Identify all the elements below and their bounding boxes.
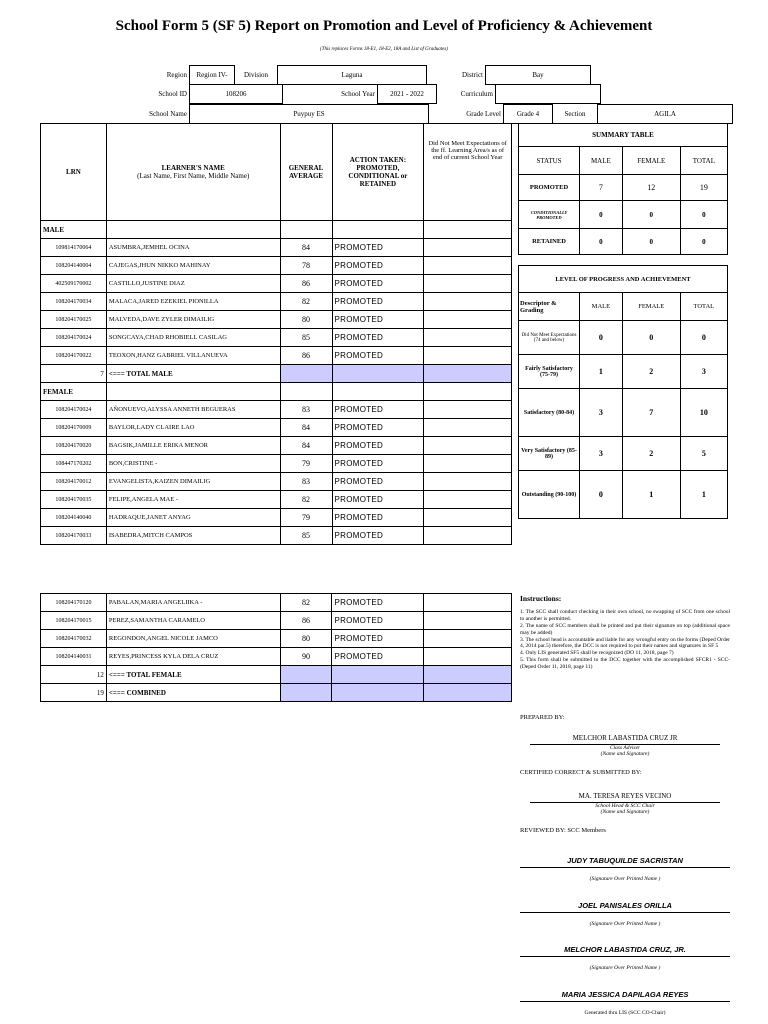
learner-average: 85 [280, 527, 332, 545]
instruction-item: 4. Only LIS generated SF5 shall be recognized (DO 11, 2018, page 7) [520, 650, 674, 657]
member-caption: (Signature Over Printed Name ) [589, 921, 661, 927]
learner-name: EVANGELISTA,KAIZEN DIMAILIG [106, 473, 280, 491]
summary-female: 12 [622, 175, 680, 201]
school-name-label: School Name [149, 110, 187, 118]
grade-level-value: Grade 4 [504, 105, 553, 124]
learner-dnme [424, 612, 512, 630]
level-row [519, 321, 728, 355]
level-col-female: FEMALE [622, 293, 680, 321]
learner-name: MALVEDA,DAVE ZYLER DIMAILIG [106, 311, 280, 329]
learner-row [41, 401, 512, 419]
school-name-value: Puypuy ES [190, 105, 429, 124]
learner-dnme [424, 293, 512, 311]
total-female-label: <=== TOTAL FEMALE [106, 666, 280, 684]
level-male: 3 [580, 389, 623, 437]
section-label: Section [564, 110, 586, 118]
level-total: 1 [680, 471, 727, 519]
learner-average: 80 [280, 630, 332, 648]
school-id-label: School ID [158, 90, 187, 98]
region-value: Region IV- [190, 66, 235, 85]
level-female: 7 [622, 389, 680, 437]
learner-dnme [424, 419, 512, 437]
region-label: Region [166, 71, 187, 79]
learner-action: PROMOTED [332, 239, 424, 257]
division-value: Laguna [278, 66, 427, 85]
learner-row [41, 630, 512, 648]
learner-average: 83 [280, 473, 332, 491]
instruction-item: 3. The school head is accountable and liable for any wrongful entry on the forms (Deped Order 4, 2014 par.5) therefore, the DCC is not required to put their names and signatures in SF 5 [520, 636, 730, 650]
learner-average: 90 [280, 648, 332, 666]
level-col-male: MALE [580, 293, 623, 321]
learner-row [41, 293, 512, 311]
learner-name: REGONDON,ANGEL NICOLE JAMCO [106, 630, 280, 648]
learner-dnme [424, 239, 512, 257]
summary-female: 0 [622, 229, 680, 255]
level-title: LEVEL OF PROGRESS AND ACHIEVEMENT [519, 266, 728, 293]
col-action: ACTION TAKEN: PROMOTED, CONDITIONAL or RETAINED [332, 124, 424, 221]
learner-lrn: 108204170024 [41, 329, 107, 347]
level-row [519, 471, 728, 519]
learner-row [41, 311, 512, 329]
learner-action: PROMOTED [332, 275, 424, 293]
learner-lrn: 108204170009 [41, 419, 107, 437]
learner-row [41, 473, 512, 491]
learner-action: PROMOTED [332, 527, 424, 545]
summary-col-total: TOTAL [680, 147, 727, 175]
learner-row [41, 437, 512, 455]
level-total: 3 [680, 355, 727, 389]
level-table [518, 265, 728, 519]
level-descriptor: Very Satisfactory (85-89) [519, 437, 580, 471]
learner-row [41, 491, 512, 509]
learner-average: 85 [280, 329, 332, 347]
adviser-role: Class Adviser [609, 745, 641, 751]
learner-lrn: 109814170064 [41, 239, 107, 257]
learner-dnme [424, 473, 512, 491]
total-male-count: 7 [41, 365, 107, 383]
learner-dnme [424, 509, 512, 527]
learner-action: PROMOTED [332, 329, 424, 347]
level-descriptor: Fairly Satisfactory (75-79) [519, 355, 580, 389]
learner-average: 82 [280, 293, 332, 311]
adviser-name-sig: (Name and Signature) [600, 751, 650, 757]
section-value: AGILA [598, 105, 733, 124]
learner-average: 86 [280, 612, 332, 630]
summary-status: RETAINED [519, 229, 580, 255]
learner-lrn: 108204140004 [41, 257, 107, 275]
learner-action: PROMOTED [332, 594, 424, 612]
district-label: District [462, 71, 483, 79]
level-total: 0 [680, 321, 727, 355]
learner-row [41, 257, 512, 275]
learner-name: FELIPE,ANGELA MAE - [106, 491, 280, 509]
learner-name: AÑONUEVO,ALYSSA ANNETH BEGUERAS [106, 401, 280, 419]
reviewed-label: REVIEWED BY: SCC Members [520, 827, 606, 834]
learner-action: PROMOTED [332, 630, 424, 648]
total-male-label: <=== TOTAL MALE [106, 365, 280, 383]
level-male: 3 [580, 437, 623, 471]
learner-name: TEOXON,HANZ GABRIEL VILLANUEVA [106, 347, 280, 365]
learner-action: PROMOTED [332, 419, 424, 437]
district-value: Bay [486, 66, 591, 85]
learner-name: PEREZ,SAMANTHA CARAMELO [106, 612, 280, 630]
level-female: 2 [622, 437, 680, 471]
learner-name: CASTILLO,JUSTINE DIAZ [106, 275, 280, 293]
level-descriptor: Did Not Meet Expectations (74 and below) [519, 321, 580, 355]
learner-name: HADRAQUE,JANET ANYAG [106, 509, 280, 527]
learner-lrn: 108204140040 [41, 509, 107, 527]
learner-lrn: 108204170024 [41, 401, 107, 419]
total-female-count: 12 [41, 666, 107, 684]
learner-dnme [424, 491, 512, 509]
member-name: MARIA JESSICA DAPILAGA REYES [520, 990, 730, 1002]
learner-dnme [424, 401, 512, 419]
school-year-value: 2021 - 2022 [378, 85, 437, 104]
col-lrn: LRN [41, 124, 107, 221]
learner-dnme [424, 329, 512, 347]
learner-row [41, 275, 512, 293]
member-signature [520, 901, 730, 927]
learner-average: 84 [280, 437, 332, 455]
learner-action: PROMOTED [332, 257, 424, 275]
learner-lrn: 108204170035 [41, 491, 107, 509]
page-title: School Form 5 (SF 5) Report on Promotion and Level of Proficiency & Achievement [115, 18, 653, 34]
col-dnme: Did Not Meet Expectations of the ff. Learning Area/s as of end of current School Year [424, 124, 512, 221]
learner-action: PROMOTED [332, 455, 424, 473]
learner-dnme [424, 437, 512, 455]
header-info-3 [60, 104, 733, 124]
learner-row [41, 455, 512, 473]
female-rows-continued [41, 594, 512, 666]
male-section-label: MALE [41, 221, 107, 239]
learner-action: PROMOTED [332, 347, 424, 365]
learner-dnme [424, 527, 512, 545]
member-caption: (Signature Over Printed Name ) [589, 965, 661, 971]
summary-status: CONDITIONALLY PROMOTED [519, 201, 580, 229]
learner-name: SONGCAYA,CHAD RHOBIELL CASILAG [106, 329, 280, 347]
learner-lrn: 108204170012 [41, 473, 107, 491]
summary-col-male: MALE [580, 147, 623, 175]
learner-dnme [424, 648, 512, 666]
learner-dnme [424, 630, 512, 648]
head-name: MA. TERESA REYES VECINO [530, 792, 720, 803]
grade-level-label: Grade Level [466, 110, 501, 118]
member-caption: (Signature Over Printed Name ) [589, 876, 661, 882]
learner-lrn: 108204170025 [41, 311, 107, 329]
learner-dnme [424, 455, 512, 473]
learner-lrn: 108204140031 [41, 648, 107, 666]
summary-male: 7 [580, 175, 623, 201]
instruction-item: 5. This form shall be submitted to the DCC together with the accomplished SFCR1 - SCC- (Deped Order 11, 2018, page 11) [520, 657, 730, 670]
summary-female: 0 [622, 201, 680, 229]
learner-average: 86 [280, 347, 332, 365]
learner-dnme [424, 311, 512, 329]
learner-action: PROMOTED [332, 293, 424, 311]
col-name: LEARNER'S NAME (Last Name, First Name, Middle Name) [106, 124, 280, 221]
learner-lrn: 108204170015 [41, 612, 107, 630]
learner-action: PROMOTED [332, 437, 424, 455]
learner-average: 84 [280, 419, 332, 437]
adviser-signature [520, 734, 730, 757]
learner-lrn: 108447170202 [41, 455, 107, 473]
learner-dnme [424, 275, 512, 293]
learner-lrn: 108204170032 [41, 630, 107, 648]
head-role: School Head & SCC Chair [595, 803, 655, 809]
member-signature [520, 856, 730, 882]
instructions [520, 594, 730, 671]
summary-col-female: FEMALE [622, 147, 680, 175]
level-descriptor: Outstanding (90-100) [519, 471, 580, 519]
level-row [519, 389, 728, 437]
summary-table [518, 123, 728, 255]
instructions-title: Instructions: [520, 594, 562, 603]
learner-action: PROMOTED [332, 491, 424, 509]
member-name: JOEL PANISALES ORILLA [520, 901, 730, 913]
learner-row [41, 648, 512, 666]
learner-name: BON,CRISTINE - [106, 455, 280, 473]
combined-count: 19 [41, 684, 107, 702]
learner-action: PROMOTED [332, 509, 424, 527]
level-total: 5 [680, 437, 727, 471]
member-name: JUDY TABUQUILDE SACRISTAN [520, 856, 730, 868]
summary-male: 0 [580, 201, 623, 229]
learner-name: ISABEDRA,MITCH CAMPOS [106, 527, 280, 545]
learner-name: ASUMBRA,JEMHEL OCINA [106, 239, 280, 257]
learner-average: 78 [280, 257, 332, 275]
learner-row [41, 612, 512, 630]
level-male: 0 [580, 471, 623, 519]
learner-name: MALACA,JARED EZEKIEL PIONILLA [106, 293, 280, 311]
level-female: 1 [622, 471, 680, 519]
learner-row [41, 347, 512, 365]
division-label: Division [243, 71, 269, 79]
learner-action: PROMOTED [332, 648, 424, 666]
head-signature [520, 792, 730, 815]
level-row [519, 355, 728, 389]
level-col-desc: Descriptor & Grading [519, 293, 580, 321]
curriculum-label: Curriculum [460, 90, 493, 98]
instruction-item: 1. The SCC shall conduct checking in their own school, no swapping of SCC from one school to another is permitted. [520, 609, 730, 622]
learner-dnme [424, 594, 512, 612]
learner-row [41, 239, 512, 257]
member-signature [520, 990, 730, 1016]
learner-lrn: 402509170002 [41, 275, 107, 293]
summary-total: 0 [680, 229, 727, 255]
summary-status: PROMOTED [519, 175, 580, 201]
learner-name: BAYLOR,LADY CLAIRE LAO [106, 419, 280, 437]
learner-lrn: 108204170022 [41, 347, 107, 365]
female-section-label: FEMALE [41, 383, 107, 401]
learner-name: REYES,PRINCESS KYLA DELA CRUZ [106, 648, 280, 666]
page-subtitle: (This replaces Forms 18-E1, 18-E2, 18A and List of Graduates) [320, 47, 448, 52]
learner-row [41, 419, 512, 437]
learner-average: 82 [280, 491, 332, 509]
level-female: 2 [622, 355, 680, 389]
level-female: 0 [622, 321, 680, 355]
combined-label: <=== COMBINED [106, 684, 280, 702]
learner-row [41, 509, 512, 527]
level-male: 1 [580, 355, 623, 389]
prepared-by-label: PREPARED BY: [520, 714, 565, 721]
header-info-2 [60, 84, 601, 104]
learner-average: 84 [280, 239, 332, 257]
learner-name: PABALAN,MARIA ANGELIIKA - [106, 594, 280, 612]
learner-action: PROMOTED [332, 473, 424, 491]
learner-name: CAJEGAS,JHUN NIKKO MAHINAY [106, 257, 280, 275]
head-name-sig: (Name and Signature) [600, 809, 650, 815]
col-avg: GENERAL AVERAGE [280, 124, 332, 221]
learner-name: BAGSIK,JAMILLE ERIKA MENOR [106, 437, 280, 455]
learner-action: PROMOTED [332, 401, 424, 419]
learner-dnme [424, 347, 512, 365]
level-male: 0 [580, 321, 623, 355]
learner-average: 79 [280, 509, 332, 527]
instruction-item: 2. The name of SCC members shall be printed and put their signature on top (additional space may be added) [520, 622, 730, 636]
female-rows [41, 401, 512, 545]
learner-lrn: 108204170033 [41, 527, 107, 545]
learner-row [41, 594, 512, 612]
learner-action: PROMOTED [332, 612, 424, 630]
learner-table [40, 123, 512, 545]
member-name: MELCHOR LABASTIDA CRUZ, JR. [520, 945, 730, 957]
learner-average: 86 [280, 275, 332, 293]
learner-average: 82 [280, 594, 332, 612]
summary-title: SUMMARY TABLE [519, 124, 728, 147]
generated-caption: Generated thru LIS (SCC CO-Chair) [584, 1010, 666, 1016]
header-info [60, 65, 591, 85]
learner-row [41, 329, 512, 347]
learner-action: PROMOTED [332, 311, 424, 329]
learner-average: 83 [280, 401, 332, 419]
school-id-value: 108206 [190, 85, 283, 104]
learner-lrn: 108204170020 [41, 437, 107, 455]
male-rows [41, 239, 512, 365]
learner-lrn: 108204170034 [41, 293, 107, 311]
learner-lrn: 108204170120 [41, 594, 107, 612]
level-row [519, 437, 728, 471]
learner-average: 80 [280, 311, 332, 329]
level-col-total: TOTAL [680, 293, 727, 321]
level-rows [519, 321, 728, 519]
summary-total: 19 [680, 175, 727, 201]
adviser-name: MELCHOR LABASTIDA CRUZ JR [530, 734, 720, 745]
school-year-label: School Year [341, 90, 375, 98]
summary-col-status: STATUS [519, 147, 580, 175]
summary-total: 0 [680, 201, 727, 229]
level-descriptor: Satisfactory (80-84) [519, 389, 580, 437]
certified-label: CERTIFIED CORRECT & SUBMITTED BY: [520, 769, 642, 776]
curriculum-value [496, 85, 601, 104]
member-signature [520, 945, 730, 971]
level-total: 10 [680, 389, 727, 437]
learner-average: 79 [280, 455, 332, 473]
learner-dnme [424, 257, 512, 275]
learner-row [41, 527, 512, 545]
learner-table-continued [40, 593, 512, 702]
summary-male: 0 [580, 229, 623, 255]
